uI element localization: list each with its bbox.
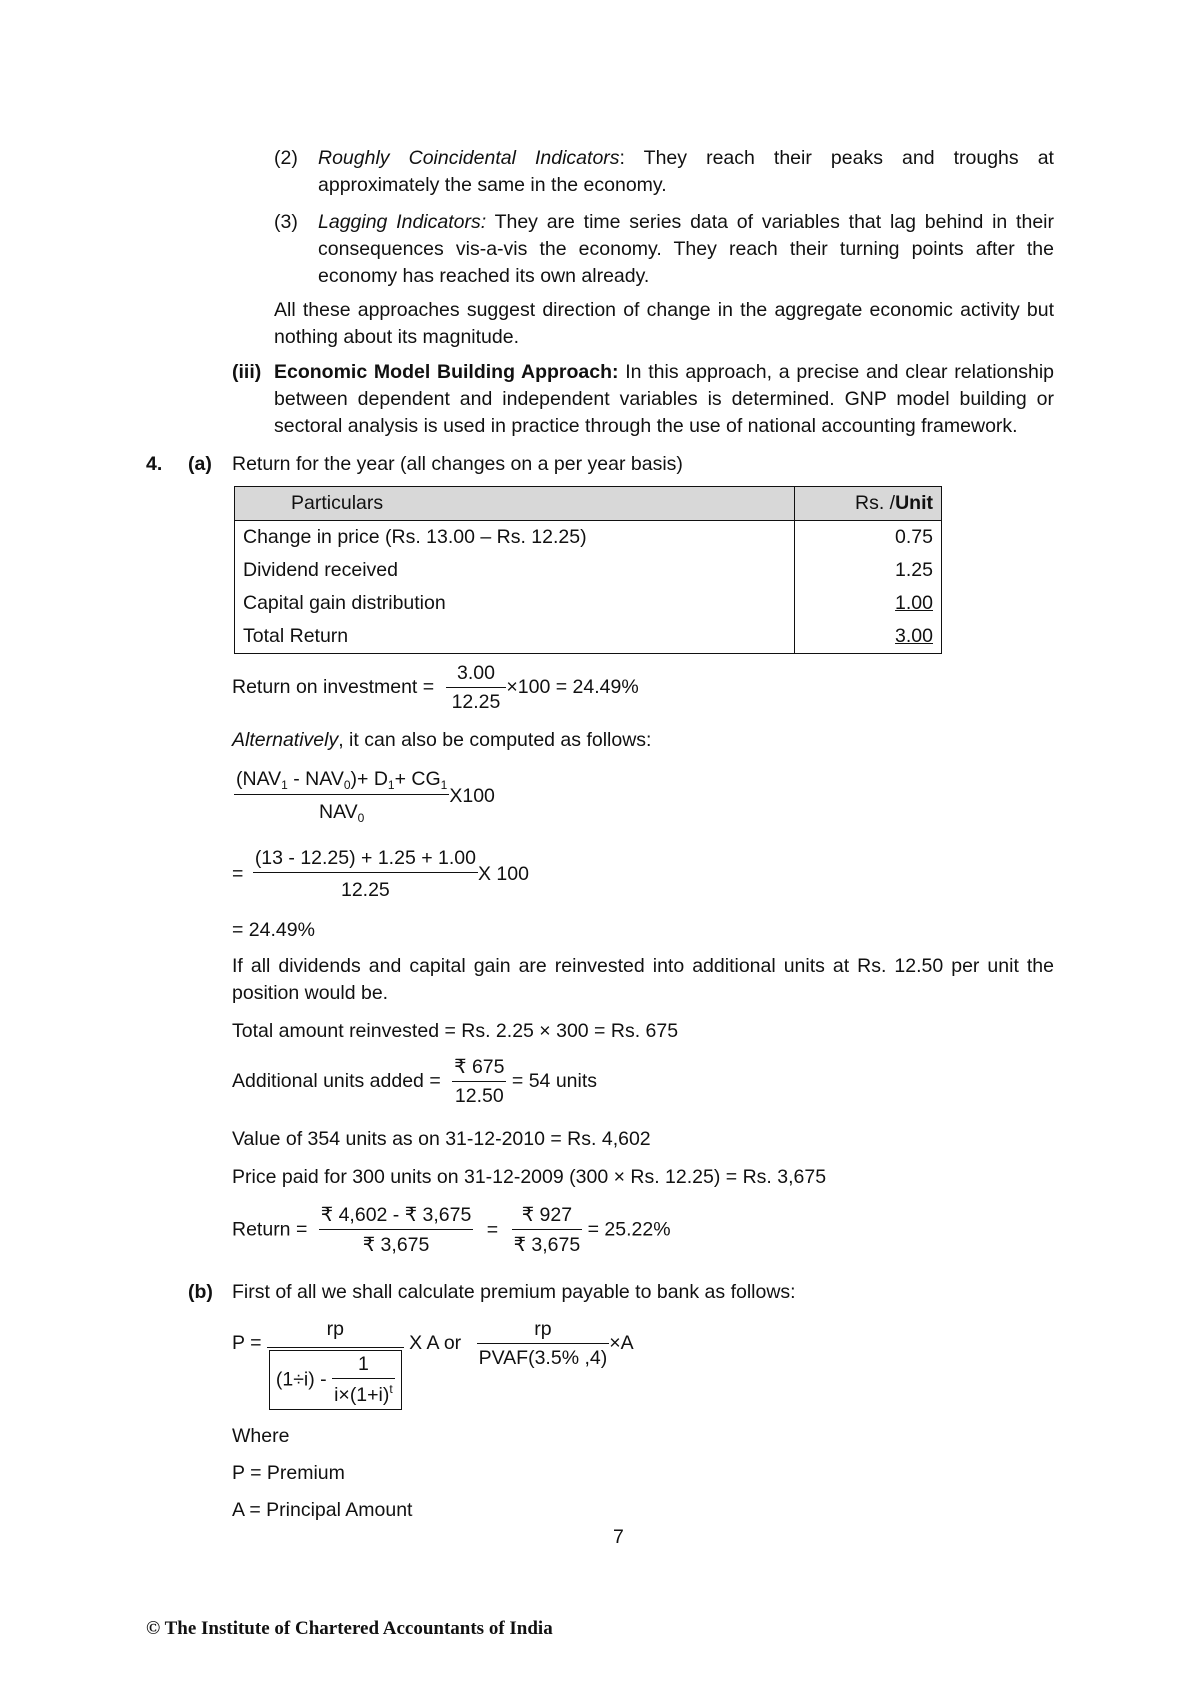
alternative-rest: , it can also be computed as follows: <box>338 729 652 751</box>
nav-sub: 1 <box>387 778 395 792</box>
premium-numerator-2: rp <box>477 1318 610 1344</box>
part-label <box>188 451 212 478</box>
summary-paragraph: All these approaches suggest direction of change in the aggregate economic activity but nothing about its magnitude. <box>274 299 1054 348</box>
header-particulars <box>235 487 795 521</box>
row-value: 0.75 <box>795 521 942 555</box>
part-a-intro: Return for the year (all changes on a per year basis) <box>232 453 683 475</box>
calc-line <box>232 847 529 902</box>
premium-denominator-2: PVAF(3.5% ,4) <box>478 1347 608 1369</box>
premium-lhs: P = <box>232 1332 262 1354</box>
roi-result: = 24.49% <box>555 676 639 699</box>
reinvest-paragraph: If all dividends and capital gain are reinvested into additional units at Rs. 12.50 per unit the position would be. <box>232 955 1054 1004</box>
indicator-text: They are time series data of variables that lag behind in their consequences vis-a-vis the economy. They reach their turning points after the economy has reached its own already. <box>318 211 1054 287</box>
premium-inner-den <box>332 1379 395 1407</box>
price-paid: Price paid for 300 units on 31-12-2009 (300 × Rs. 12.25) = Rs. 3,675 <box>232 1166 827 1188</box>
header-unit-plain: Rs. / <box>855 492 896 514</box>
indicator-coincidental <box>318 145 1054 199</box>
footer-copyright: © The Institute of Chartered Accountants of India <box>146 1618 553 1639</box>
row-value <box>795 587 942 620</box>
return-numerator-2: ₹ 927 <box>512 1203 583 1230</box>
nav-denominator <box>234 795 449 825</box>
return-label: Return = <box>232 1218 308 1241</box>
premium-inner-sup: t <box>389 1382 393 1396</box>
value-354: Value of 354 units as on 31-12-2010 = Rs. 4,602 <box>232 1128 651 1150</box>
roi-numerator: 3.00 <box>446 662 507 688</box>
nav-num-d: + CG <box>394 768 441 790</box>
question-number-text: 4. <box>146 453 163 475</box>
nav-num-b: - NAV <box>287 768 344 790</box>
nav-den-text: NAV <box>319 801 358 823</box>
calc-result: = 24.49% <box>232 919 315 941</box>
premium-denominator <box>267 1348 404 1410</box>
row-label: Change in price (Rs. 13.00 – Rs. 12.25) <box>235 521 795 555</box>
return-result: = 25.22% <box>587 1218 671 1241</box>
premium-formula <box>232 1318 634 1410</box>
indicator-title: Roughly Coincidental Indicators <box>318 147 620 169</box>
additional-result: = 54 units <box>511 1070 598 1092</box>
part-label-text: (b) <box>188 1281 213 1303</box>
return-fraction-2 <box>512 1203 583 1257</box>
table-header-row <box>235 487 942 521</box>
roi-fraction <box>446 662 507 714</box>
return-numerator-1: ₹ 4,602 - ₹ 3,675 <box>319 1203 474 1230</box>
row-label: Total Return <box>235 620 795 654</box>
premium-tail: ×A <box>609 1332 634 1354</box>
roi-label: Return on investment = <box>232 676 435 699</box>
definition-premium: P = Premium <box>232 1462 345 1484</box>
alternative-word: Alternatively <box>232 729 339 751</box>
table-row <box>235 620 942 654</box>
total-reinvested: Total amount reinvested = Rs. 2.25 × 300 = Rs. 675 <box>232 1020 679 1042</box>
additional-label: Additional units added = <box>232 1070 441 1092</box>
premium-inner-left: (1÷i) - <box>275 1368 327 1391</box>
item-number: (3) <box>274 211 298 233</box>
indicator-title: Lagging Indicators: <box>318 211 487 233</box>
return-fraction-1 <box>319 1203 474 1257</box>
header-particulars-text: Particulars <box>291 492 384 514</box>
premium-inner-num: 1 <box>332 1353 395 1379</box>
section-title: Economic Model Building Approach: <box>274 361 619 383</box>
row-value <box>795 620 942 654</box>
nav-den-sub: 0 <box>357 811 365 825</box>
part-label-text: (a) <box>188 453 212 475</box>
premium-mid: X A or <box>409 1332 462 1354</box>
additional-denominator: 12.50 <box>454 1085 504 1107</box>
return-equals: = <box>486 1218 499 1241</box>
table-row <box>235 554 942 587</box>
nav-sub: 0 <box>343 778 351 792</box>
table-row <box>235 587 942 620</box>
nav-num-c: )+ D <box>350 768 388 790</box>
roi-denominator: 12.25 <box>451 691 501 713</box>
nav-formula <box>234 768 495 825</box>
nav-fraction <box>234 768 449 825</box>
calc-fraction <box>253 847 478 902</box>
alternative-line <box>232 727 651 754</box>
premium-fraction-2 <box>477 1318 610 1370</box>
premium-bracket <box>269 1350 402 1410</box>
premium-inner-den-text: i×(1+i) <box>334 1384 390 1406</box>
row-value: 1.25 <box>795 554 942 587</box>
row-label: Dividend received <box>235 554 795 587</box>
part-label <box>188 1279 213 1306</box>
additional-numerator: ₹ 675 <box>452 1055 506 1082</box>
return-denominator-1: ₹ 3,675 <box>362 1234 430 1256</box>
additional-units-line <box>232 1055 597 1108</box>
additional-fraction <box>452 1055 506 1108</box>
row-value-underlined: 1.00 <box>895 592 933 614</box>
section-text: In this approach, a precise and clear relationship between dependent and independent variables is determined. GNP model building or sectoral analysis is used in practice through the use of national accounting framework. <box>274 361 1054 437</box>
premium-fraction <box>267 1318 404 1410</box>
economic-model-paragraph <box>274 359 1054 440</box>
header-unit <box>795 487 942 521</box>
return-line <box>232 1203 671 1257</box>
header-unit-bold: Unit <box>895 492 933 514</box>
calc-equals: = <box>232 863 244 885</box>
calc-numerator: (13 - 12.25) + 1.25 + 1.00 <box>253 847 478 873</box>
nav-numerator <box>234 768 449 795</box>
indicator-text: : They reach their peaks and troughs at approximately the same in the economy. <box>318 147 1054 196</box>
definition-principal: A = Principal Amount <box>232 1499 413 1521</box>
indicator-lagging <box>318 209 1054 290</box>
return-denominator-2: ₹ 3,675 <box>513 1234 581 1256</box>
item-number-text: (iii) <box>232 361 262 383</box>
roi-times: ×100 <box>506 676 551 699</box>
nav-num-a: (NAV <box>236 768 282 790</box>
item-number: (2) <box>274 147 298 169</box>
calc-multiplier: X 100 <box>477 863 529 885</box>
nav-multiplier: X100 <box>449 785 495 807</box>
row-label: Capital gain distribution <box>235 587 795 620</box>
return-table <box>234 486 942 654</box>
part-b-intro: First of all we shall calculate premium payable to bank as follows: <box>232 1281 796 1303</box>
nav-sub: 1 <box>281 778 288 792</box>
item-number <box>232 359 261 386</box>
row-value-underlined: 3.00 <box>895 625 933 647</box>
premium-numerator: rp <box>267 1318 404 1348</box>
calc-denominator: 12.25 <box>340 879 390 901</box>
where-label: Where <box>232 1425 290 1447</box>
page-number: 7 <box>613 1526 624 1548</box>
table-row <box>235 521 942 555</box>
premium-inner-fraction <box>332 1353 395 1407</box>
nav-sub: 1 <box>440 778 448 792</box>
question-number <box>146 451 162 478</box>
roi-line <box>232 662 639 714</box>
